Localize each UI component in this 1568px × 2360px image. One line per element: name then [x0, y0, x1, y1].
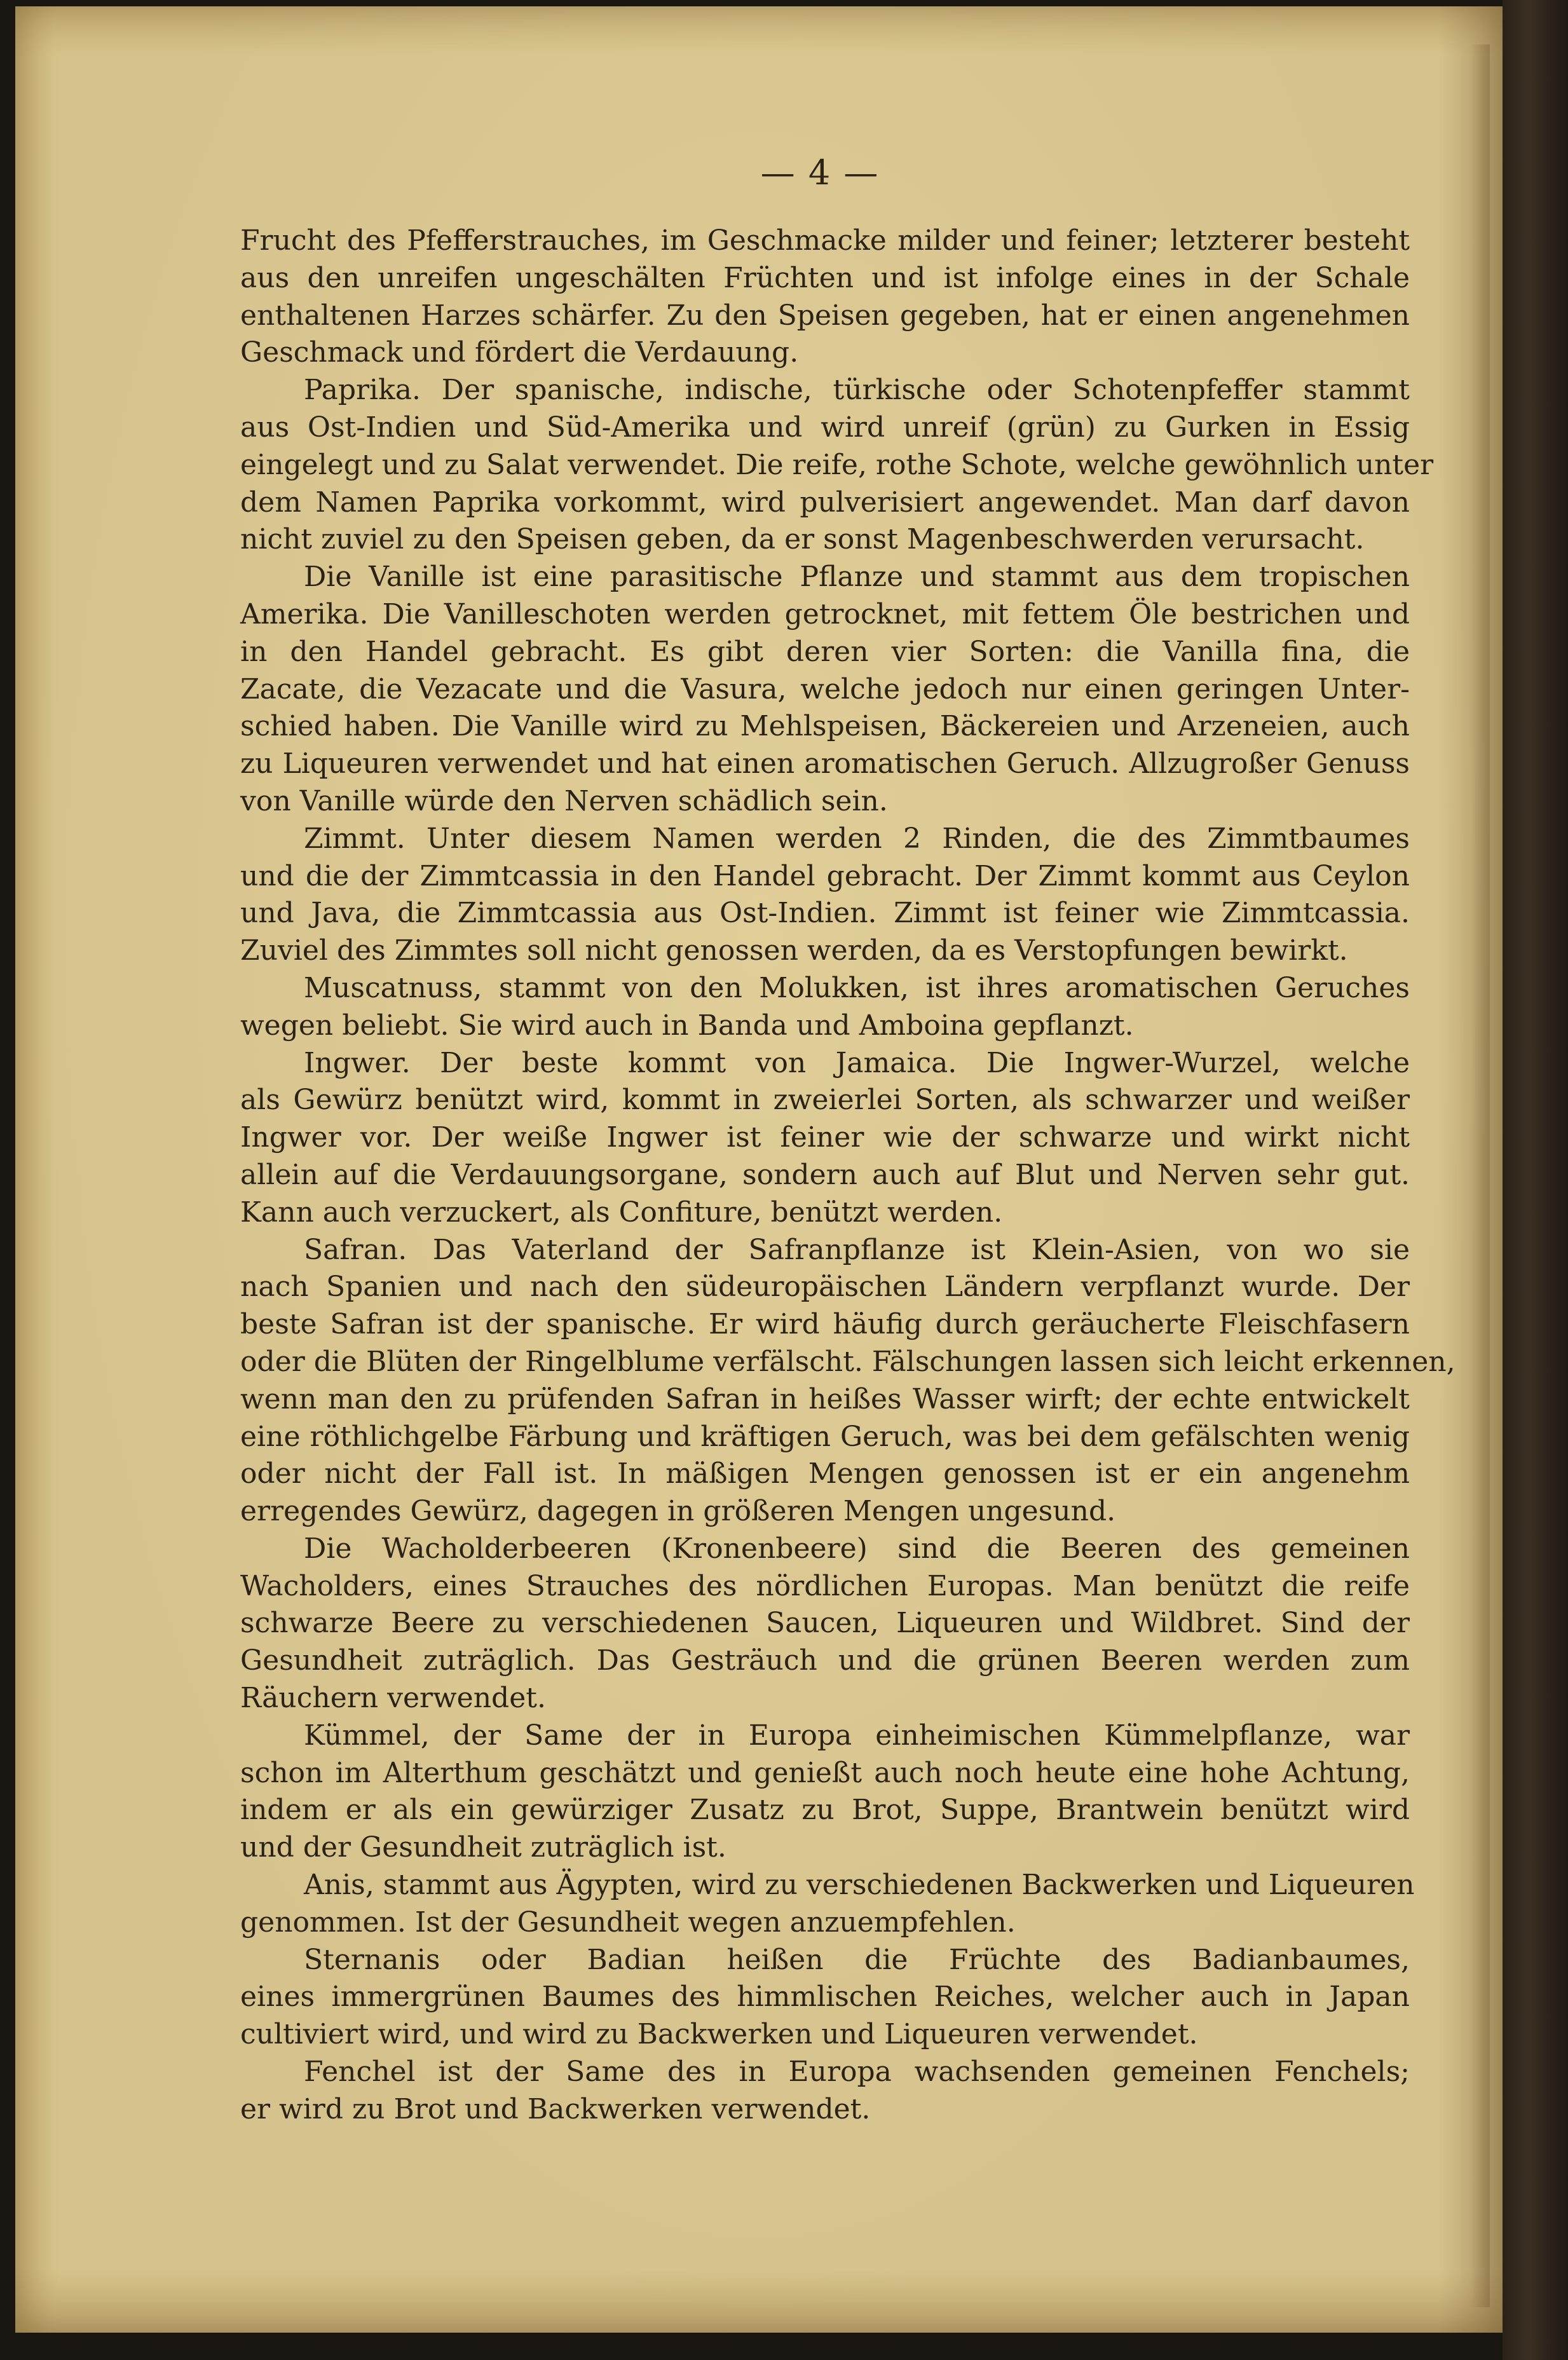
text-line: eine röthlichgelbe Färbung und kräftigen Geruch, was bei dem gefälschten wenig — [240, 1420, 1410, 1453]
page-number: — 4 — — [760, 153, 880, 193]
text-line: von Vanille würde den Nerven schädlich sein. — [240, 784, 888, 817]
text-line: Paprika. Der spanische, indische, türkische oder Schotenpfeffer stammt — [304, 374, 1410, 407]
text-line: und Java, die Zimmtcassia aus Ost-Indien. Zimmt ist feiner wie Zimmtcassia. — [240, 897, 1410, 930]
text-line: als Gewürz benützt wird, kommt in zweierlei Sorten, als schwarzer und weißer — [240, 1084, 1410, 1117]
text-line: oder nicht der Fall ist. In mäßigen Mengen genossen ist er ein angenehm — [240, 1457, 1410, 1490]
text-line: Gesundheit zuträglich. Das Gesträuch und die grünen Beeren werden zum — [240, 1644, 1410, 1677]
text-line: Anis, stammt aus Ägypten, wird zu verschiedenen Backwerken und Liqueuren — [304, 1869, 1415, 1902]
text-line: Zimmt. Unter diesem Namen werden 2 Rinden, die des Zimmtbaumes — [304, 822, 1410, 855]
text-line: schon im Alterthum geschätzt und genießt auch noch heute eine hohe Achtung, — [240, 1756, 1410, 1789]
text-line: wegen beliebt. Sie wird auch in Banda und Amboina gepflanzt. — [240, 1009, 1134, 1042]
text-line: Ingwer. Der beste kommt von Jamaica. Die Ingwer-Wurzel, welche — [304, 1046, 1410, 1079]
text-line: aus den unreifen ungeschälten Früchten und ist infolge eines in der Schale — [240, 261, 1410, 294]
text-line: nach Spanien und nach den südeuropäischen Ländern verpflanzt wurde. Der — [240, 1271, 1410, 1304]
text-line: schwarze Beere zu verschiedenen Saucen, Liqueuren und Wildbret. Sind der — [240, 1607, 1410, 1640]
text-line: Geschmack und fördert die Verdauung. — [240, 336, 799, 369]
text-line: genommen. Ist der Gesundheit wegen anzuempfehlen. — [240, 1906, 1016, 1939]
text-line: und der Gesundheit zuträglich ist. — [240, 1831, 726, 1864]
text-line: beste Safran ist der spanische. Er wird häufig durch geräucherte Fleischfasern — [240, 1308, 1410, 1341]
text-line: Die Vanille ist eine parasitische Pflanze und stammt aus dem tropischen — [304, 561, 1410, 594]
text-line: Amerika. Die Vanilleschoten werden getrocknet, mit fettem Öle bestrichen und — [240, 597, 1410, 631]
text-line: aus Ost-Indien und Süd-Amerika und wird unreif (grün) zu Gurken in Essig — [240, 411, 1410, 444]
text-line: schied haben. Die Vanille wird zu Mehlspeisen, Bäckereien und Arzeneien, auch — [240, 710, 1410, 743]
book-spine — [1503, 0, 1568, 2360]
text-line: Sternanis oder Badian heißen die Früchte des Badianbaumes, — [304, 1943, 1410, 1976]
text-line: eingelegt und zu Salat verwendet. Die reife, rothe Schote, welche gewöhnlich unter — [240, 448, 1434, 481]
text-line: Muscatnuss, stammt von den Molukken, ist ihres aromatischen Geruches — [304, 971, 1410, 1004]
text-line: Die Wacholderbeeren (Kronenbeere) sind die Beeren des gemeinen — [304, 1532, 1410, 1565]
text-line: indem er als ein gewürziger Zusatz zu Brot, Suppe, Brantwein benützt wird — [240, 1794, 1410, 1827]
text-line: Ingwer vor. Der weiße Ingwer ist feiner wie der schwarze und wirkt nicht — [240, 1121, 1410, 1154]
text-line: Kann auch verzuckert, als Confiture, benützt werden. — [240, 1196, 1003, 1229]
text-line: allein auf die Verdauungsorgane, sondern auch auf Blut und Nerven sehr gut. — [240, 1158, 1410, 1191]
text-line: Räuchern verwendet. — [240, 1682, 546, 1715]
text-line: Wacholders, eines Strauches des nördlichen Europas. Man benützt die reife — [240, 1569, 1410, 1602]
text-line: in den Handel gebracht. Es gibt deren vier Sorten: die Vanilla fina, die — [240, 635, 1410, 668]
text-line: Zuviel des Zimmtes soll nicht genossen werden, da es Verstopfungen bewirkt. — [240, 934, 1348, 967]
text-line: Kümmel, der Same der in Europa einheimischen Kümmelpflanze, war — [304, 1719, 1410, 1752]
text-line: nicht zuviel zu den Speisen geben, da er sonst Magenbeschwerden verursacht. — [240, 523, 1365, 556]
text-line: Safran. Das Vaterland der Safranpflanze ist Klein-Asien, von wo sie — [304, 1233, 1410, 1266]
text-line: Fenchel ist der Same des in Europa wachsenden gemeinen Fenchels; — [304, 2056, 1410, 2089]
text-line: Frucht des Pfefferstrauches, im Geschmacke milder und feiner; letzterer besteht — [240, 224, 1410, 257]
text-line: zu Liqueuren verwendet und hat einen aromatischen Geruch. Allzugroßer Genuss — [240, 747, 1410, 781]
text-line: und die der Zimmtcassia in den Handel gebracht. Der Zimmt kommt aus Ceylon — [240, 859, 1410, 892]
text-line: er wird zu Brot und Backwerken verwendet. — [240, 2092, 871, 2125]
text-line: dem Namen Paprika vorkommt, wird pulverisiert angewendet. Man darf davon — [240, 486, 1410, 519]
page-gutter-shadow — [1471, 44, 1490, 2307]
text-line: Zacate, die Vezacate und die Vasura, welche jedoch nur einen geringen Unter- — [240, 672, 1410, 706]
body-text — [240, 222, 1456, 2129]
text-line: enthaltenen Harzes schärfer. Zu den Speisen gegeben, hat er einen angenehmen — [240, 299, 1410, 332]
text-line: cultiviert wird, und wird zu Backwerken und Liqueuren verwendet. — [240, 2018, 1198, 2051]
text-line: eines immergrünen Baumes des himmlischen Reiches, welcher auch in Japan — [240, 1981, 1410, 2014]
text-line: oder die Blüten der Ringelblume verfälscht. Fälschungen lassen sich leicht erkennen, — [240, 1345, 1456, 1378]
text-line: erregendes Gewürz, dagegen in größeren Mengen ungesund. — [240, 1495, 1116, 1528]
text-line: wenn man den zu prüfenden Safran in heißes Wasser wirft; der echte entwickelt — [240, 1382, 1410, 1415]
